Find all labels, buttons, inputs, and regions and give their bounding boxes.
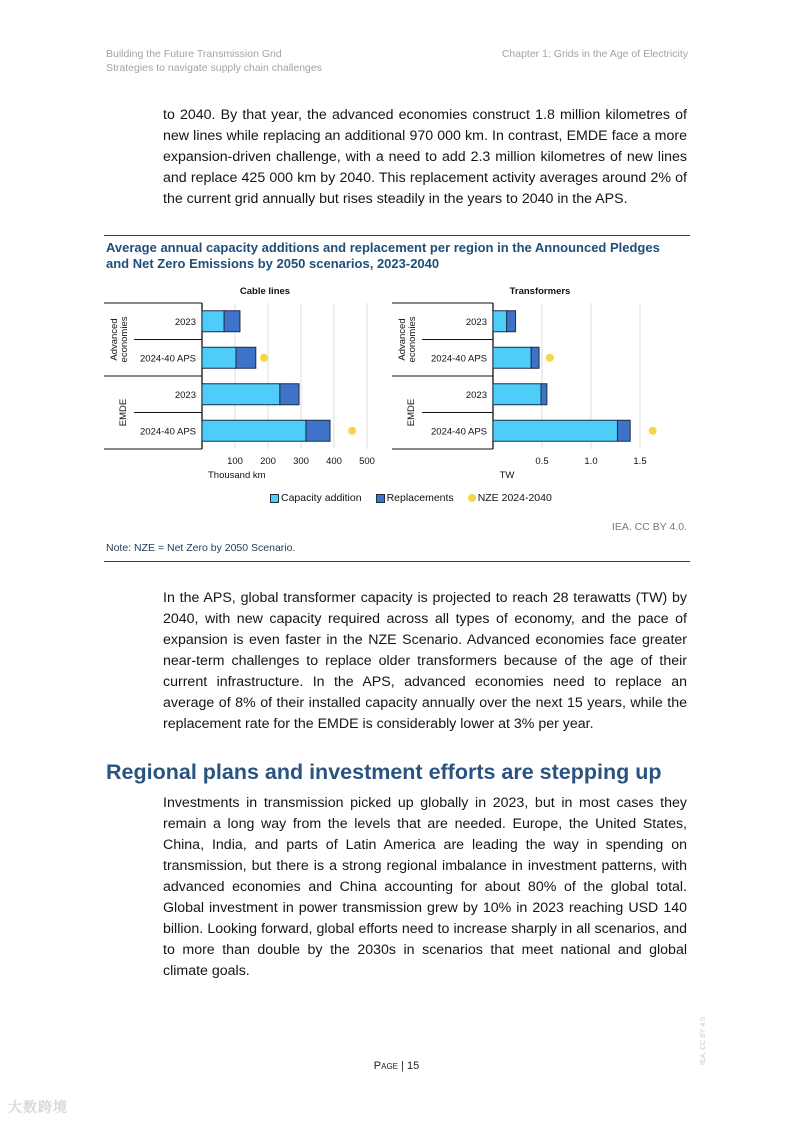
x-tick-label: 300 — [293, 456, 309, 467]
nze-marker — [546, 354, 554, 362]
figure-top-rule — [104, 235, 690, 236]
capacity-bar — [493, 347, 531, 368]
capacity-bar — [493, 311, 507, 332]
replacements-bar — [617, 420, 630, 441]
capacity-bar — [202, 420, 306, 441]
group-label-emde: EMDE — [406, 398, 417, 427]
document-subtitle: Strategies to navigate supply chain challenges — [106, 62, 322, 74]
category-label: 2023 — [174, 389, 196, 401]
transformers-chart — [392, 280, 692, 480]
category-label: 2023 — [465, 389, 487, 401]
chapter-header: Chapter 1: Grids in the Age of Electricity — [501, 48, 688, 60]
x-tick-label: 200 — [260, 456, 276, 467]
capacity-bar — [202, 384, 280, 405]
replacements-bar — [236, 347, 256, 368]
figure-note: Note: NZE = Net Zero by 2050 Scenario. — [106, 542, 296, 554]
paragraph-3: Investments in transmission picked up globally in 2023, but in most cases they remain a long way from the levels that are needed. Europe, the United States, China, India, and parts of Latin America are leading the way in spending on transmission, but there is a strong regional imbalance in investment patterns, with advanced economies and China accounting for about 80% of the global total. Global investment in power transmission grew by 10% in 2023 reaching USD 140 billion. Looking forward, global efforts need to increase sharply in all scenarios, and to more than double by the 2030s in scenarios that meet national and global climate goals. — [163, 795, 687, 979]
capacity-bar — [493, 420, 617, 441]
legend-replacements: Replacements — [376, 492, 454, 504]
x-axis-label: Thousand km — [208, 470, 266, 480]
figure-bottom-rule — [104, 561, 690, 562]
x-tick-label: 1.0 — [584, 456, 598, 467]
group-label-advanced: Advancedeconomies — [397, 316, 418, 363]
replacements-bar — [531, 347, 539, 368]
figure-credit: IEA. CC BY 4.0. — [611, 521, 687, 533]
running-header-left — [106, 47, 322, 75]
x-tick-label: 400 — [326, 456, 342, 467]
x-tick-label: 500 — [359, 456, 375, 467]
nze-marker — [649, 427, 657, 435]
category-label: 2024-40 APS — [431, 426, 487, 438]
category-label: 2023 — [174, 316, 196, 328]
x-tick-label: 100 — [227, 456, 243, 467]
paragraph-1: to 2040. By that year, the advanced economies construct 1.8 million kilometres of new lines while replacing an additional 970 000 km. In contrast, EMDE face a more expansion-driven challenge, with a need to add 2.3 million kilometres of new lines and replace 425 000 km by 2040. This replacement activity averages around 2% of the current grid annually but rises steadily in the years to 2040 in the APS. — [163, 107, 687, 207]
document-title: Building the Future Transmission Grid — [106, 48, 282, 60]
figure-title: Average annual capacity additions and replacement per region in the Announced Pledges and Net Zero Emissions by 2050 scenarios, 2023-2040 — [106, 240, 660, 271]
group-label-advanced: Advancedeconomies — [109, 316, 130, 363]
replacements-bar — [306, 420, 330, 441]
x-tick-label: 1.5 — [633, 456, 647, 467]
legend-nze: NZE 2024-2040 — [468, 492, 552, 504]
cable-lines-svg — [104, 280, 389, 480]
legend-capacity: Capacity addition — [270, 492, 362, 504]
paragraph-2: In the APS, global transformer capacity is projected to reach 28 terawatts (TW) by 2040, with new capacity required across all types of economy, and the pace of expansion is even faster in the NZE Scenario. Advanced economies face greater near-term challenges to replace older transformers because of the age of their current infrastructure. In the APS, advanced economies need to replace an average of 8% of their installed capacity annually over the next 15 years, while the replacement rate for the EMDE is considerably lower at 3% per year. — [163, 590, 687, 732]
capacity-bar — [202, 311, 224, 332]
replacements-swatch-icon — [376, 494, 385, 503]
page-number: Page | 15 — [373, 1060, 420, 1072]
nze-dot-icon — [468, 494, 476, 502]
capacity-bar — [493, 384, 541, 405]
nze-marker — [260, 354, 268, 362]
watermark-logo: 大数跨境 — [8, 1099, 68, 1115]
category-label: 2024-40 APS — [140, 426, 196, 438]
side-credit: IEA. CC BY 4.0. — [700, 1014, 707, 1065]
replacements-bar — [224, 311, 240, 332]
transformers-svg — [392, 280, 692, 480]
category-label: 2024-40 APS — [431, 353, 487, 365]
cable-lines-chart — [104, 280, 389, 480]
x-tick-label: 0.5 — [535, 456, 549, 467]
capacity-swatch-icon — [270, 494, 279, 503]
group-label-emde: EMDE — [118, 398, 129, 427]
section-heading: Regional plans and investment efforts are stepping up — [106, 760, 662, 784]
x-axis-label: TW — [499, 470, 515, 480]
chart-title: Transformers — [509, 286, 571, 297]
chart-legend — [270, 492, 552, 504]
replacements-bar — [541, 384, 547, 405]
chart-title: Cable lines — [239, 286, 291, 297]
category-label: 2023 — [465, 316, 487, 328]
replacements-bar — [507, 311, 516, 332]
nze-marker — [348, 427, 356, 435]
replacements-bar — [280, 384, 299, 405]
capacity-bar — [202, 347, 236, 368]
category-label: 2024-40 APS — [140, 353, 196, 365]
